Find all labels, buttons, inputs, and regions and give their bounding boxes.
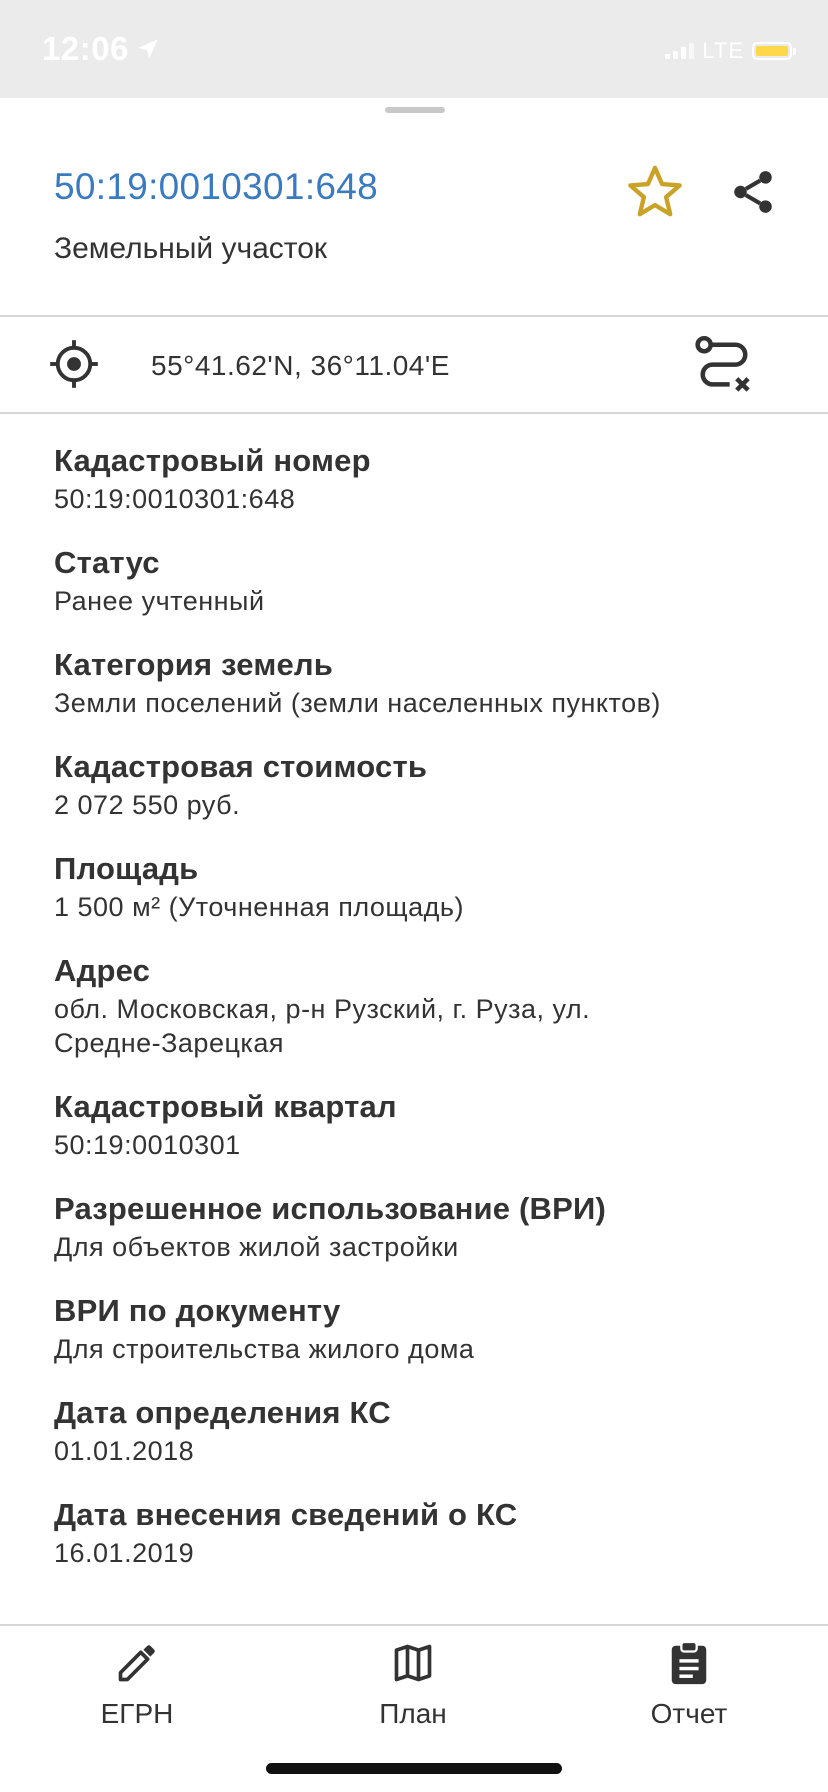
- detail-value: 16.01.2019: [54, 1538, 195, 1568]
- tab-plan[interactable]: [323, 1640, 503, 1730]
- coordinates-row: [0, 318, 828, 412]
- detail-label: Разрешенное использование (ВРИ): [54, 1191, 607, 1226]
- pencil-icon: [115, 1641, 159, 1685]
- clock-text: 12:06: [42, 30, 129, 67]
- detail-area: [54, 848, 794, 924]
- detail-label: Дата определения КС: [54, 1395, 391, 1430]
- cadastral-number-title[interactable]: 50:19:0010301:648: [54, 166, 379, 207]
- detail-value[interactable]: 50:19:0010301: [54, 1130, 241, 1160]
- sheet-grabber[interactable]: [385, 107, 445, 113]
- detail-value: Ранее учтенный: [54, 586, 265, 616]
- coords-divider: [0, 412, 828, 414]
- detail-valuation-date: [54, 1392, 794, 1468]
- status-time: [42, 30, 161, 68]
- tab-label: План: [379, 1698, 447, 1729]
- detail-permitted-use: [54, 1188, 794, 1264]
- star-icon: [626, 164, 684, 220]
- coordinates-text[interactable]: 55°41.62'N, 36°11.04'E: [151, 350, 450, 381]
- detail-label: Дата внесения сведений о КС: [54, 1497, 518, 1532]
- home-indicator[interactable]: [266, 1763, 562, 1774]
- detail-label: Площадь: [54, 851, 199, 886]
- detail-label: Адрес: [54, 953, 151, 988]
- location-arrow-icon: [135, 36, 161, 62]
- signal-icon: [665, 43, 694, 59]
- details-list: [54, 440, 794, 1618]
- clipboard-icon: [669, 1640, 709, 1686]
- detail-value[interactable]: 50:19:0010301:648: [54, 484, 296, 514]
- detail-label: ВРИ по документу: [54, 1293, 341, 1328]
- detail-label: Категория земель: [54, 647, 334, 682]
- detail-label: Кадастровый квартал: [54, 1089, 397, 1124]
- object-header: [0, 150, 828, 315]
- detail-use-by-document: [54, 1290, 794, 1366]
- detail-cadastral-value: [54, 746, 794, 822]
- detail-value: 1 500 м² (Уточненная площадь): [54, 892, 464, 922]
- detail-address: [54, 950, 794, 1060]
- detail-value: Для объектов жилой застройки: [54, 1232, 459, 1262]
- share-button[interactable]: [717, 156, 789, 228]
- header-divider: [0, 315, 828, 317]
- locate-button[interactable]: [48, 338, 100, 390]
- battery-icon: [752, 42, 792, 60]
- route-clear-icon: [690, 332, 758, 400]
- tab-report[interactable]: [599, 1640, 779, 1730]
- detail-cadastral-number: [54, 440, 794, 516]
- detail-label: Статус: [54, 545, 160, 580]
- gps-target-icon: [48, 338, 100, 390]
- detail-value: Для строительства жилого дома: [54, 1334, 475, 1364]
- detail-status: [54, 542, 794, 618]
- status-bar: [0, 0, 828, 98]
- detail-land-category: [54, 644, 794, 720]
- object-type: Земельный участок: [54, 232, 328, 265]
- tab-label: ЕГРН: [100, 1698, 174, 1729]
- map-icon: [391, 1641, 435, 1685]
- network-label: LTE: [702, 38, 744, 63]
- detail-value: обл. Московская, р-н Рузский, г. Руза, ул. Средне-Зарецкая: [54, 994, 591, 1058]
- detail-entry-date: [54, 1494, 794, 1570]
- detail-value: 01.01.2018: [54, 1436, 195, 1466]
- share-icon: [728, 166, 778, 218]
- tab-label: Отчет: [650, 1698, 728, 1729]
- detail-label: Кадастровый номер: [54, 443, 371, 478]
- status-indicators: [665, 38, 792, 64]
- detail-cadastral-block: [54, 1086, 794, 1162]
- detail-label: Кадастровая стоимость: [54, 749, 428, 784]
- route-button[interactable]: [690, 332, 758, 400]
- tab-egrn[interactable]: [47, 1640, 227, 1730]
- detail-value: Земли поселений (земли населенных пунктов): [54, 688, 661, 718]
- detail-value: 2 072 550 руб.: [54, 790, 241, 820]
- favorite-button[interactable]: [619, 156, 691, 228]
